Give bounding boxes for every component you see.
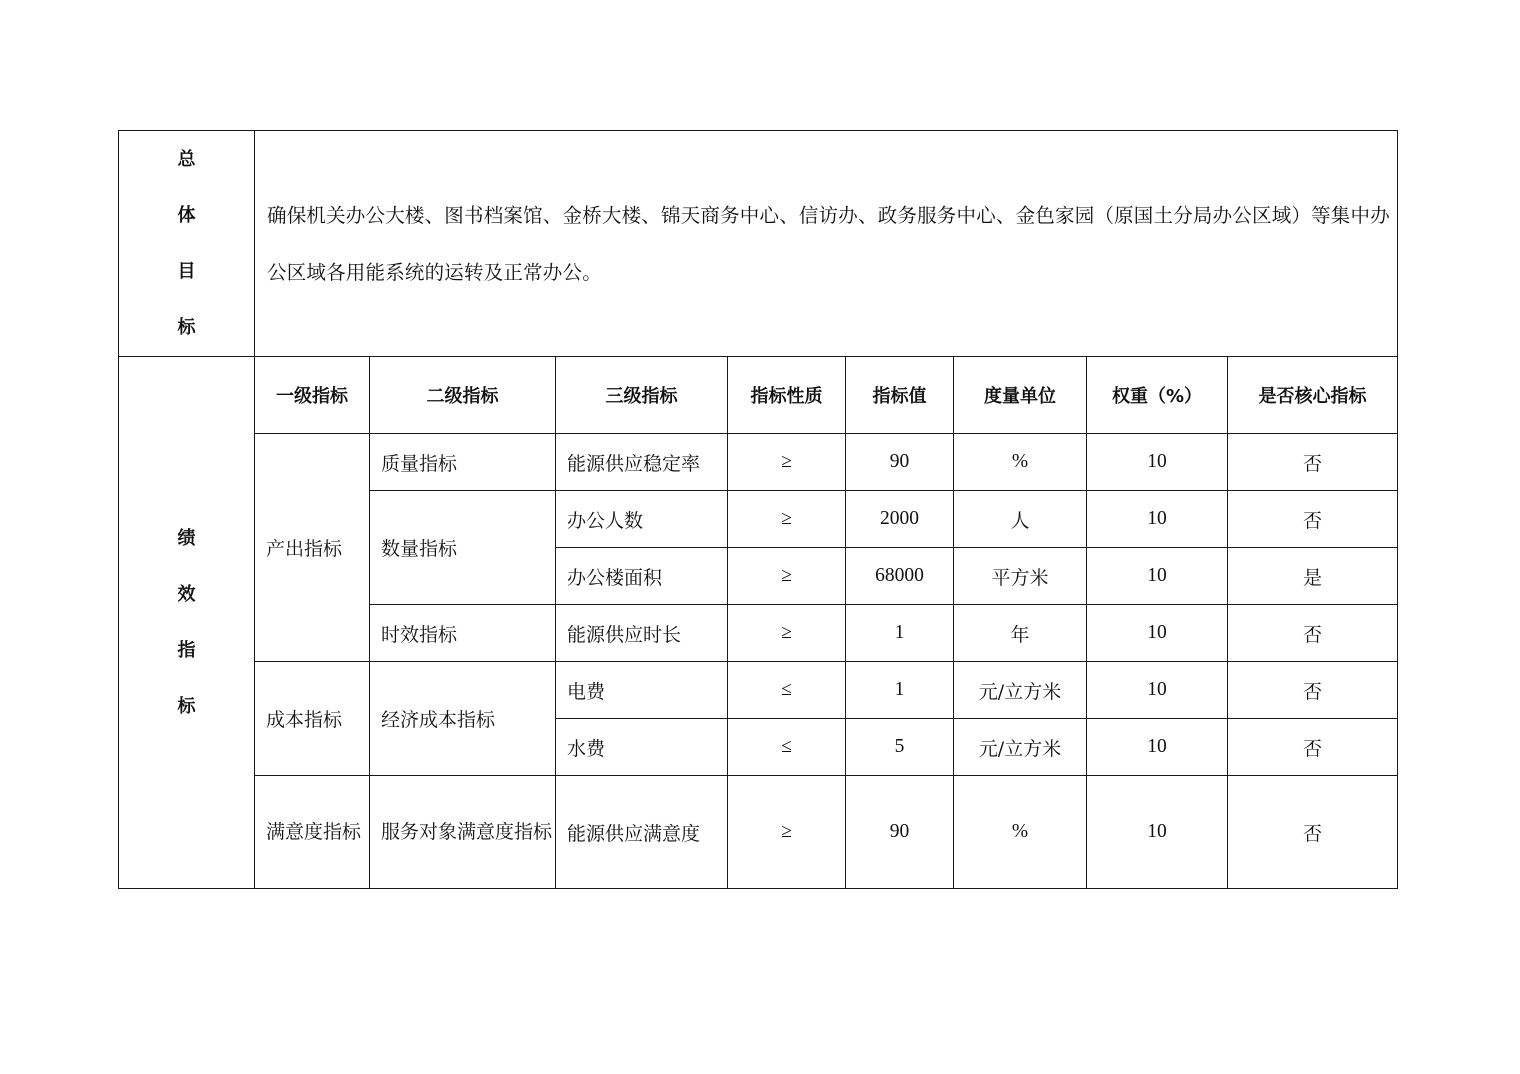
value-cell: 90 bbox=[846, 434, 954, 491]
nature-cell: ≥ bbox=[728, 548, 846, 605]
weight-cell: 10 bbox=[1087, 491, 1228, 548]
indicator-header-row bbox=[119, 357, 1398, 434]
level2-timeliness: 时效指标 bbox=[370, 605, 556, 662]
core-cell: 是 bbox=[1228, 548, 1398, 605]
nature-cell: ≤ bbox=[728, 719, 846, 776]
value-cell: 68000 bbox=[846, 548, 954, 605]
goal-text: 确保机关办公大楼、图书档案馆、金桥大楼、锦天商务中心、信访办、政务服务中心、金色家园（原国土分局办公区域）等集中办公区域各用能系统的运转及正常办公。 bbox=[255, 131, 1398, 357]
value-cell: 1 bbox=[846, 662, 954, 719]
unit-cell: 平方米 bbox=[954, 548, 1087, 605]
unit-cell: % bbox=[954, 434, 1087, 491]
weight-cell: 10 bbox=[1087, 548, 1228, 605]
table-row bbox=[119, 662, 1398, 719]
value-cell: 1 bbox=[846, 605, 954, 662]
unit-cell: 元/立方米 bbox=[954, 719, 1087, 776]
unit-cell: % bbox=[954, 776, 1087, 889]
weight-cell: 10 bbox=[1087, 605, 1228, 662]
level3-cell: 办公楼面积 bbox=[556, 548, 728, 605]
table-row bbox=[119, 434, 1398, 491]
nature-cell: ≥ bbox=[728, 491, 846, 548]
level3-cell: 电费 bbox=[556, 662, 728, 719]
value-cell: 90 bbox=[846, 776, 954, 889]
value-cell: 5 bbox=[846, 719, 954, 776]
weight-cell: 10 bbox=[1087, 776, 1228, 889]
level2-economic: 经济成本指标 bbox=[370, 662, 556, 776]
level2-quantity: 数量指标 bbox=[370, 491, 556, 605]
level1-output: 产出指标 bbox=[255, 434, 370, 662]
nature-cell: ≤ bbox=[728, 662, 846, 719]
level3-cell: 能源供应满意度 bbox=[556, 776, 728, 889]
core-cell: 否 bbox=[1228, 662, 1398, 719]
header-level2: 二级指标 bbox=[370, 357, 556, 434]
core-cell: 否 bbox=[1228, 719, 1398, 776]
weight-cell: 10 bbox=[1087, 719, 1228, 776]
indicators-label: 绩 效 指 标 bbox=[119, 357, 255, 889]
level1-satisfaction: 满意度指标 bbox=[255, 776, 370, 889]
level1-cost: 成本指标 bbox=[255, 662, 370, 776]
performance-target-table bbox=[118, 130, 1398, 889]
header-core: 是否核心指标 bbox=[1228, 357, 1398, 434]
goal-row bbox=[119, 131, 1398, 357]
nature-cell: ≥ bbox=[728, 434, 846, 491]
goal-label: 总 体 目 标 bbox=[119, 131, 255, 357]
level3-cell: 水费 bbox=[556, 719, 728, 776]
header-unit: 度量单位 bbox=[954, 357, 1087, 434]
header-value: 指标值 bbox=[846, 357, 954, 434]
core-cell: 否 bbox=[1228, 491, 1398, 548]
level3-cell: 能源供应时长 bbox=[556, 605, 728, 662]
unit-cell: 年 bbox=[954, 605, 1087, 662]
header-level1: 一级指标 bbox=[255, 357, 370, 434]
level2-service: 服务对象满意度指标 bbox=[370, 776, 556, 889]
core-cell: 否 bbox=[1228, 776, 1398, 889]
header-weight: 权重（%） bbox=[1087, 357, 1228, 434]
value-cell: 2000 bbox=[846, 491, 954, 548]
level2-quality: 质量指标 bbox=[370, 434, 556, 491]
level3-cell: 办公人数 bbox=[556, 491, 728, 548]
core-cell: 否 bbox=[1228, 605, 1398, 662]
header-nature: 指标性质 bbox=[728, 357, 846, 434]
level3-cell: 能源供应稳定率 bbox=[556, 434, 728, 491]
header-level3: 三级指标 bbox=[556, 357, 728, 434]
table-row bbox=[119, 776, 1398, 889]
unit-cell: 人 bbox=[954, 491, 1087, 548]
weight-cell: 10 bbox=[1087, 434, 1228, 491]
unit-cell: 元/立方米 bbox=[954, 662, 1087, 719]
nature-cell: ≥ bbox=[728, 605, 846, 662]
weight-cell: 10 bbox=[1087, 662, 1228, 719]
core-cell: 否 bbox=[1228, 434, 1398, 491]
nature-cell: ≥ bbox=[728, 776, 846, 889]
